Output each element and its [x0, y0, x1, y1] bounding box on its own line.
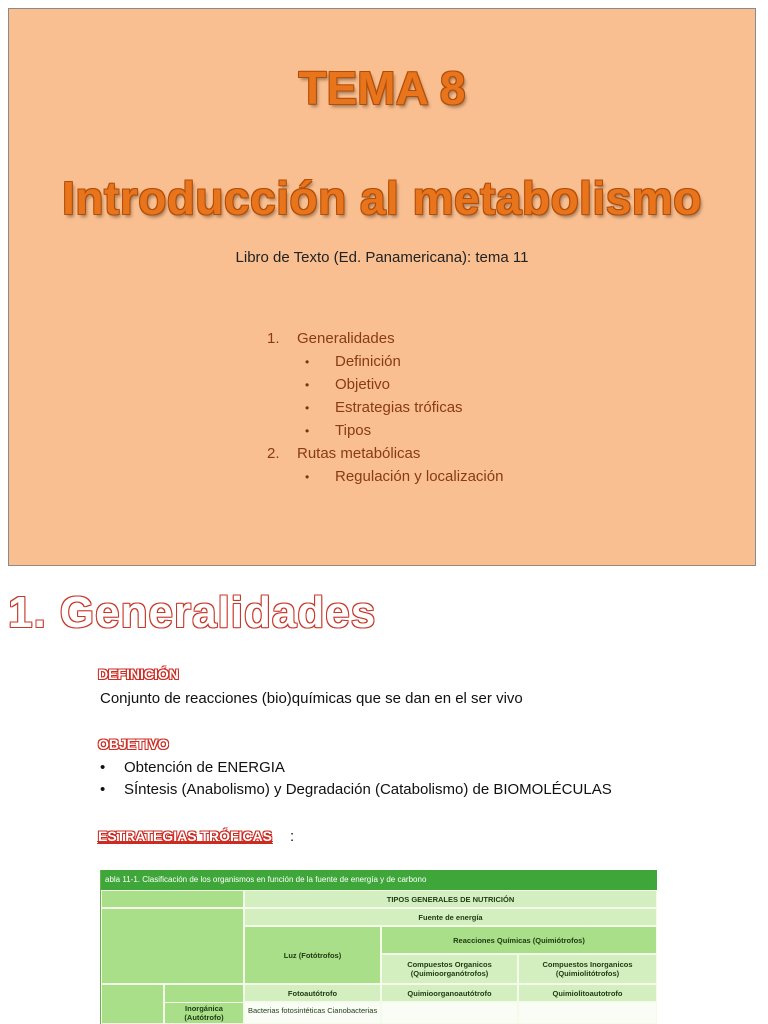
outline-subitem-label: Estrategias tróficas: [335, 399, 463, 416]
outline-number: 2.: [267, 445, 280, 462]
outline-subitem-label: Definición: [335, 353, 401, 370]
estrategias-colon: :: [290, 828, 295, 845]
table-blank-cell: [101, 890, 244, 908]
objetivo-item: • Obtención de ENERGIA: [100, 759, 285, 776]
outline-number: 1.: [267, 330, 280, 347]
outline-list: [267, 327, 503, 488]
outline-subitem-label: Tipos: [335, 422, 372, 439]
slide-title: TEMA 8: [298, 62, 466, 114]
outline-item: [267, 327, 503, 350]
table-blank-cell: [101, 908, 244, 984]
outline-subitem: [267, 396, 503, 419]
bullet-icon: •: [305, 378, 310, 392]
nutrition-table-image: [100, 870, 657, 1024]
table-quimiolito: Quimiolitoautotrofo: [518, 984, 657, 1002]
table-luz: Luz (Fotótrofos): [244, 926, 381, 984]
title-slide: [8, 8, 756, 566]
bullet-icon: •: [305, 355, 310, 369]
outline-item: [267, 442, 503, 465]
objetivo-item: • SÍntesis (Anabolismo) y Degradación (Catabolismo) de BIOMOLÉCULAS: [100, 781, 612, 798]
bullet-icon: •: [305, 401, 310, 415]
table-fotoautotrofo: Fotoautótrofo: [244, 984, 381, 1002]
table-fuente: Fuente de energía: [244, 908, 657, 926]
outline-subitem: [267, 350, 503, 373]
table-comp-inorg: Compuestos Inorganicos (Quimiolitótrofos): [518, 954, 657, 984]
outline-subitem-label: Regulación y localización: [335, 468, 504, 485]
table-inorganica: Inorgánica (Autótrofo): [164, 1002, 244, 1024]
definicion-label: DEFINICIÓN: [98, 666, 179, 682]
slide-subtitle-title: Introducción al metabolismo: [62, 172, 702, 224]
outline-subitem: [267, 419, 503, 442]
bullet-icon: •: [305, 424, 310, 438]
table-empty-cell: [381, 1002, 518, 1024]
estrategias-label: ESTRATEGIAS TRÓFICAS: [98, 828, 272, 844]
table-header: TIPOS GENERALES DE NUTRICIÓN: [244, 890, 657, 908]
outline-subitem-label: Objetivo: [335, 376, 391, 393]
table-quimioorgano: Quimioorganoautótrofo: [381, 984, 518, 1002]
table-empty-cell: [518, 1002, 657, 1024]
table-caption: abla 11-1. Clasificación de los organismos en función de la fuente de energía y de carbono: [101, 870, 657, 890]
textbook-reference: Libro de Texto (Ed. Panamericana): tema 11: [235, 249, 529, 266]
bullet-icon: •: [305, 470, 310, 484]
outline-subitem: [267, 373, 503, 396]
table-blank-cell: [101, 984, 164, 1024]
table-comp-org: Compuestos Organicos (Quimioorganótrofos): [381, 954, 518, 984]
objetivo-label: OBJETIVO: [98, 736, 169, 752]
bullet-icon: •: [100, 781, 106, 798]
outline-label: Rutas metabólicas: [297, 445, 421, 462]
bullet-icon: •: [100, 759, 106, 776]
outline-subitem: [267, 465, 503, 488]
definicion-text: Conjunto de reacciones (bio)químicas que se dan en el ser vivo: [100, 690, 523, 707]
table-bacterias: Bacterias fotosintéticas Cianobacterias: [244, 1002, 381, 1024]
section-heading: 1. Generalidades: [8, 588, 377, 637]
outline-label: Generalidades: [297, 330, 395, 347]
table-reacciones: Reacciones Químicas (Quimiótrofos): [381, 926, 657, 954]
